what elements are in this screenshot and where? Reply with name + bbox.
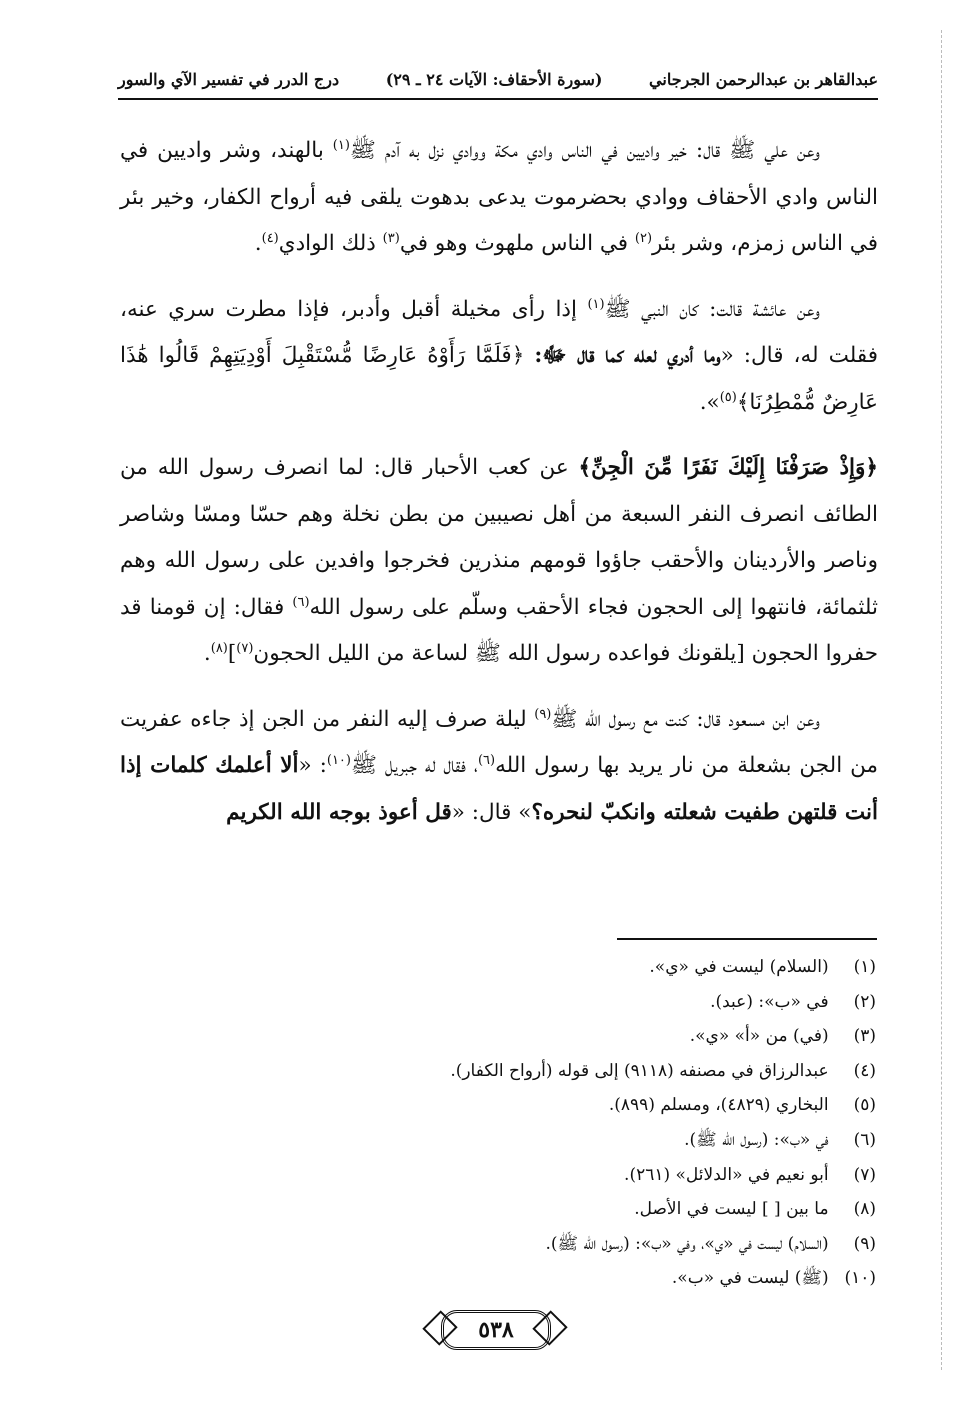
footnote-item: [200, 1088, 876, 1123]
footnote-number: (٣): [853, 1026, 876, 1047]
footnote-item: [200, 1019, 876, 1054]
footnote-ref: (١٠): [326, 752, 351, 768]
footnote-item: [200, 1261, 876, 1296]
header-section: (سورة الأحقاف: الآيات ٢٤ ـ ٢٩): [385, 69, 603, 89]
footnote-item: [200, 1158, 876, 1193]
footnote-text: (في) من «أ» «ي».: [689, 1026, 834, 1047]
footnote-ref: (٤): [261, 230, 279, 246]
footnote-text: (السلام) ليست في «ي».: [649, 957, 834, 977]
text-segment: إذا رأى مخيلة أقبل وأدبر، فإذا مطرت سري عنه، فقلت له، قال: «: [120, 296, 878, 368]
text-segment: وما أدري لعله كما قال ﷻ:: [534, 343, 721, 368]
footnote-ref: (٧): [236, 640, 254, 656]
paragraph: [120, 128, 878, 268]
text-segment: وعن علي ﷺ قال: خير واديين في الناس وادي مكة ووادي نزل به آدم ﷺ: [349, 138, 820, 163]
footnote-item: [200, 1192, 876, 1227]
text-segment: ذلك الوادي: [278, 231, 383, 256]
footnote-number: (٥): [853, 1095, 876, 1116]
footnote-number: (٤): [853, 1060, 876, 1081]
footnote-ref: (٣): [382, 230, 400, 246]
text-segment: ﴿وَإِذْ صَرَفْنَا إِلَيْكَ نَفَرًا مِّنَ الْجِنِّ﴾: [578, 455, 878, 480]
footnote-text: (السلام) ليست في «ي»، وفي «ب»: (رسول الله ﷺ).: [545, 1233, 834, 1254]
text-segment: ألا أعلمك كلمات إذا أنت قلتهن طفيت شعلته وانكبّ لنحره؟: [120, 753, 878, 825]
paragraph: [120, 445, 878, 678]
footnote-ref: (٢): [634, 230, 653, 246]
footnote-ref: (٦): [292, 594, 310, 610]
text-segment: .: [254, 231, 262, 256]
text-segment: ليلة صرف إليه النفر من الجن إذ جاءه عفريت من الجن بشعلة من نار يريد بها رسول الله: [120, 706, 878, 778]
footnote-text: البخاري (٤٨٢٩)، ومسلم (٨٩٩).: [608, 1095, 834, 1116]
footnote-item: [200, 950, 876, 985]
footnote-text: في «ب»: (عبد).: [710, 991, 834, 1012]
footnote-ref: (٩): [534, 706, 552, 722]
text-segment: ]: [227, 641, 237, 666]
text-segment: ﴿فَلَمَّا رَأَوْهُ عَارِضًا مُّسْتَقْبِلَ أَوْدِيَتِهِمْ قَالُوا هَٰذَا عَارِضٌ مُّمْطِرُنَا﴾: [120, 343, 878, 415]
text-segment: ، فقال له جبريل ﷺ: [350, 753, 478, 778]
footnote-number: (٧): [853, 1164, 876, 1185]
footnote-ref: (٨): [210, 640, 228, 656]
text-segment: في الناس ملهوث وهو في: [399, 231, 635, 256]
text-segment: ».: [699, 389, 720, 415]
header-rule: [118, 98, 878, 100]
text-segment: فقال: إن قومنا قد حفروا الحجون [يلقونك فواعده رسول الله ﷺ لساعة من الليل الحجون: [120, 594, 878, 666]
running-header: [118, 64, 878, 94]
text-segment: .: [203, 641, 211, 666]
text-segment: : «: [298, 753, 327, 778]
footnote-number: (٨): [853, 1199, 876, 1220]
footnote-separator: [617, 938, 877, 940]
main-text: [120, 128, 878, 855]
footnote-item: [200, 1123, 876, 1158]
header-author: عبدالقاهر بن عبدالرحمن الجرجاني: [649, 69, 878, 89]
footnote-item: [200, 1227, 876, 1262]
footnote-text: (ﷺ) ليست في «ب».: [671, 1268, 834, 1289]
text-segment: وعن عائشة قالت: كان النبي ﷺ: [604, 296, 820, 322]
header-book-title: درج الدرر في تفسير الآي والسور: [118, 69, 340, 89]
text-segment: بالهند، وشر واديين في الناس وادي الأحقاف ووادي بحضرموت يدعى بدهوت يلقى فيه أرواح الكفار، وخير بئر في الناس زمزم، وشر بئر: [120, 138, 878, 256]
footnote-text: في «ب»: (رسول الله ﷺ).: [684, 1129, 834, 1150]
paragraph: [120, 697, 878, 837]
footnote-ref: (٦): [477, 752, 496, 768]
footnote-number: (٩): [853, 1233, 876, 1254]
footnote-item: [200, 1054, 876, 1089]
text-segment: وعن ابن مسعود قال: كنت مع رسول الله ﷺ: [551, 706, 821, 732]
page-number: ٥٣٨: [441, 1310, 551, 1350]
footnote-number: (١٠): [844, 1268, 876, 1289]
footnote-item: [200, 985, 876, 1020]
footnote-number: (١): [853, 957, 876, 977]
footnote-text: ما بين [ ] ليست في الأصل.: [634, 1199, 834, 1220]
footnote-number: (٢): [853, 991, 876, 1012]
footnote-text: عبدالرزاق في مصنفه (٩١١٨) إلى قوله (أرواح الكفار).: [450, 1060, 834, 1081]
text-segment: » قال: «: [451, 799, 532, 825]
scan-edge-marks: [941, 30, 944, 1370]
footnote-ref: (١): [587, 296, 605, 312]
paragraph: [120, 287, 878, 427]
footnote-ref: (١): [332, 137, 350, 153]
text-segment: عن كعب الأحبار قال: لما انصرف رسول الله من الطائف انصرف النفر السبعة من أهل نصيبين من بطن نخلة وهم حسّا ومسّا وشاصر وناصر والأردينان والأحقب جاؤوا قومهم منذرين فخرجوا وافدين على رسول الله وهم ثلثمائة، فانتهوا إلى الحجون فجاء الأحقب وسلّم على رسول الله: [120, 455, 878, 620]
footnote-text: أبو نعيم في «الدلائل» (٢٦١).: [624, 1164, 834, 1185]
text-segment: قل أعوذ بوجه الله الكريم: [226, 799, 452, 825]
footnote-ref: (٥): [719, 389, 737, 405]
footnotes-list: [200, 950, 876, 1296]
footnote-number: (٦): [853, 1129, 876, 1150]
